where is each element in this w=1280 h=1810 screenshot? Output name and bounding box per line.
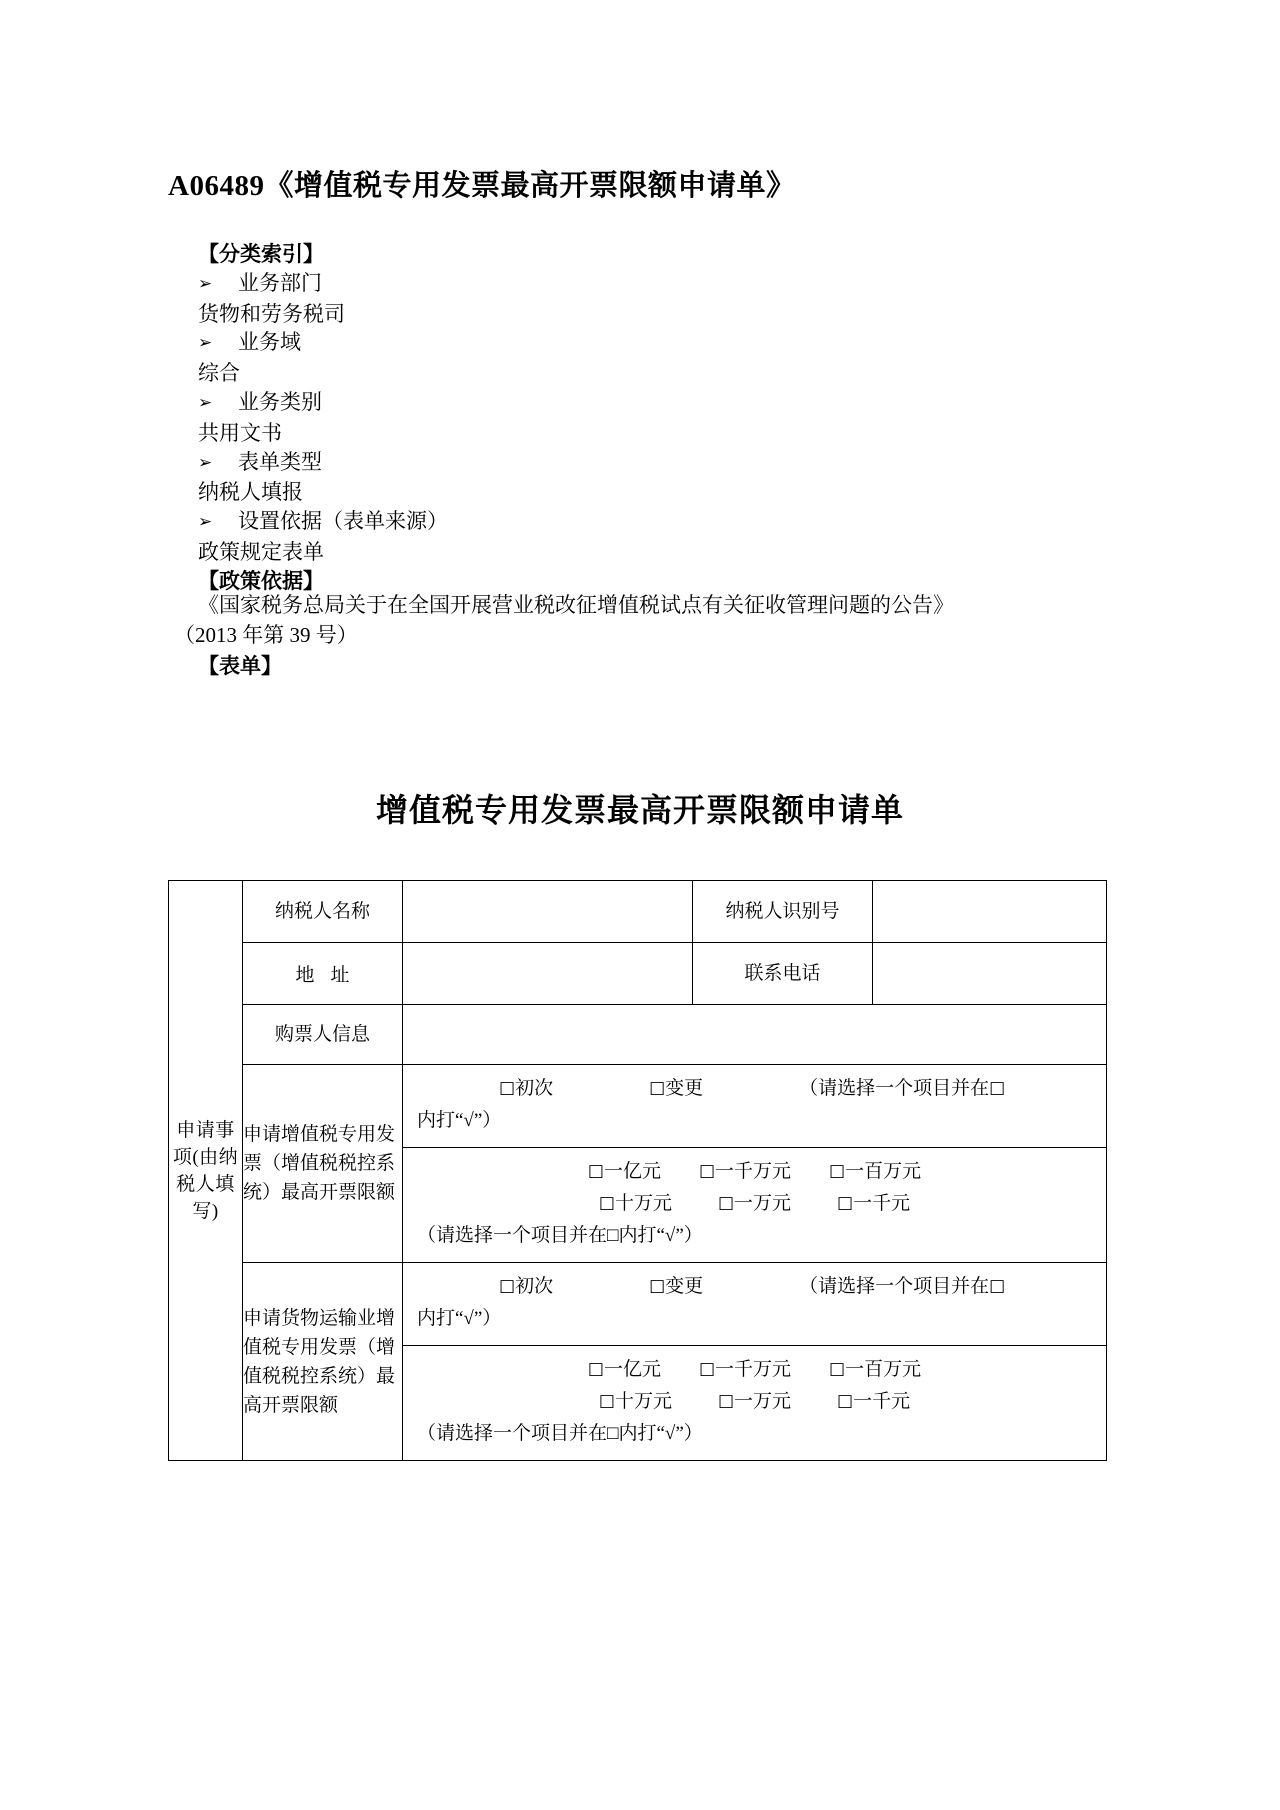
- label-transport-amount-1k: 一千元: [853, 1391, 911, 1412]
- label-transport-amount-1m: 一百万元: [845, 1359, 922, 1380]
- transport-type-options-cell: [403, 1263, 1106, 1346]
- field-taxpayer-id[interactable]: [873, 881, 1107, 943]
- label-taxpayer-id: 纳税人识别号: [693, 881, 873, 943]
- bullet-arrow-icon: ➢: [198, 333, 213, 354]
- sidebar-application-items: 申请事项(由纳税人填写): [169, 881, 243, 1461]
- checkbox-glyph-inline: □: [989, 1276, 1006, 1296]
- bullet-arrow-icon: ➢: [198, 512, 213, 533]
- checkbox-vat-amount-1m[interactable]: □: [829, 1161, 846, 1181]
- label-vat-amount-1k: 一千元: [853, 1193, 911, 1214]
- vat-amount-options: [403, 1148, 1106, 1262]
- form-title: 增值税专用发票最高开票限额申请单: [375, 792, 904, 828]
- table-row-address: [169, 943, 1107, 1005]
- form-section-title: 【表单】: [198, 654, 282, 678]
- transport-amount-note: （请选择一个项目并在□内打“√”）: [417, 1423, 703, 1444]
- label-vat-amount-100m: 一亿元: [603, 1161, 661, 1182]
- cell-vat-invoice-options: [403, 1065, 1107, 1263]
- index-entry-label: 表单类型: [238, 449, 322, 474]
- transport-type-options: [403, 1263, 1106, 1345]
- label-vat-amount-10m: 一千万元: [715, 1161, 792, 1182]
- index-entry-setup-basis: [198, 507, 1058, 538]
- index-entry-label: 业务类别: [238, 389, 322, 414]
- vat-type-note-part1: （请选择一个项目并在: [799, 1078, 990, 1099]
- index-entry-label: 业务域: [238, 330, 301, 355]
- index-entry-label: 业务部门: [238, 270, 322, 295]
- vat-type-options-cell: [403, 1065, 1106, 1148]
- index-value-business-domain: 综合: [198, 361, 240, 386]
- label-taxpayer-name: 纳税人名称: [243, 881, 403, 943]
- transport-amount-options: [403, 1346, 1106, 1460]
- checkbox-transport-amount-10k[interactable]: □: [717, 1391, 735, 1411]
- field-taxpayer-name[interactable]: [403, 881, 693, 943]
- label-vat-amount-100k: 十万元: [614, 1193, 672, 1214]
- checkbox-transport-amount-10m[interactable]: □: [698, 1359, 716, 1379]
- label-transport-amount-100k: 十万元: [614, 1391, 672, 1412]
- index-entry-business-domain: [198, 328, 1058, 359]
- index-entry-business-category: [198, 388, 1058, 419]
- label-vat-amount-1m: 一百万元: [845, 1161, 922, 1182]
- classification-index: [198, 240, 1058, 596]
- table-row-taxpayer-name: [169, 881, 1107, 943]
- cell-transport-invoice-options: [403, 1263, 1107, 1461]
- checkbox-vat-amount-100k[interactable]: □: [598, 1193, 615, 1213]
- checkbox-transport-amount-100k[interactable]: □: [598, 1391, 615, 1411]
- bullet-arrow-icon: ➢: [198, 392, 213, 413]
- classification-index-title: 【分类索引】: [198, 242, 324, 266]
- table-row-transport-invoice-limit: [169, 1263, 1107, 1461]
- label-vat-invoice-limit: 申请增值税专用发票（增值税税控系统）最高开票限额: [243, 1065, 403, 1263]
- table-row-purchaser-info: [169, 1005, 1107, 1065]
- index-value-setup-basis: 政策规定表单: [198, 539, 324, 564]
- transport-type-note-part2: 内打“√”）: [417, 1308, 502, 1329]
- label-transport-amount-10k: 一万元: [734, 1391, 792, 1412]
- index-entry-form-type: [198, 448, 1058, 479]
- policy-basis-title: 【政策依据】: [198, 568, 324, 593]
- bullet-arrow-icon: ➢: [198, 273, 213, 294]
- field-contact-phone[interactable]: [873, 943, 1107, 1005]
- vat-type-options: [403, 1065, 1106, 1147]
- label-transport-invoice-limit: 申请货物运输业增值税专用发票（增值税税控系统）最高开票限额: [243, 1263, 403, 1461]
- index-value-business-department: 货物和劳务税司: [198, 301, 345, 326]
- checkbox-transport-amount-1k[interactable]: □: [837, 1391, 854, 1411]
- label-transport-type-change: 变更: [665, 1276, 704, 1297]
- checkbox-transport-type-first[interactable]: □: [499, 1276, 516, 1296]
- page-title: A06489《增值税专用发票最高开票限额申请单》: [168, 170, 796, 202]
- index-entry-business-department: [198, 269, 1058, 300]
- vat-amount-note: （请选择一个项目并在□内打“√”）: [417, 1225, 703, 1246]
- label-vat-type-first: 初次: [515, 1078, 554, 1099]
- checkbox-vat-amount-1k[interactable]: □: [837, 1193, 854, 1213]
- index-value-form-type: 纳税人填报: [198, 480, 303, 505]
- policy-citation: [174, 590, 1078, 650]
- checkbox-vat-type-change[interactable]: □: [649, 1078, 666, 1098]
- label-vat-type-change: 变更: [665, 1078, 704, 1099]
- label-transport-amount-10m: 一千万元: [715, 1359, 792, 1380]
- bullet-arrow-icon: ➢: [198, 452, 213, 473]
- label-address: 地址: [243, 943, 403, 1005]
- label-purchaser-info: 购票人信息: [243, 1005, 403, 1065]
- checkbox-vat-amount-100m[interactable]: □: [587, 1161, 604, 1181]
- label-transport-type-first: 初次: [515, 1276, 554, 1297]
- policy-citation-line-2: （2013 年第 39 号）: [174, 623, 358, 647]
- index-entry-label: 设置依据（表单来源）: [238, 509, 448, 534]
- label-contact-phone: 联系电话: [693, 943, 873, 1005]
- checkbox-transport-type-change[interactable]: □: [649, 1276, 666, 1296]
- application-form-table: [168, 880, 1106, 1461]
- label-vat-amount-10k: 一万元: [734, 1193, 792, 1214]
- checkbox-glyph-inline: □: [989, 1078, 1006, 1098]
- label-transport-amount-100m: 一亿元: [603, 1359, 661, 1380]
- checkbox-transport-amount-1m[interactable]: □: [829, 1359, 846, 1379]
- vat-amount-options-cell: [403, 1148, 1106, 1263]
- vat-type-note-part2: 内打“√”）: [417, 1110, 502, 1131]
- checkbox-vat-amount-10k[interactable]: □: [717, 1193, 735, 1213]
- checkbox-vat-type-first[interactable]: □: [499, 1078, 516, 1098]
- checkbox-vat-amount-10m[interactable]: □: [698, 1161, 716, 1181]
- transport-type-note-part1: （请选择一个项目并在: [799, 1276, 990, 1297]
- field-purchaser-info[interactable]: [403, 1005, 1107, 1065]
- transport-amount-options-cell: [403, 1346, 1106, 1461]
- checkbox-transport-amount-100m[interactable]: □: [587, 1359, 604, 1379]
- policy-citation-line-1: 《国家税务总局关于在全国开展营业税改征增值税试点有关征收管理问题的公告》: [198, 593, 954, 617]
- field-address[interactable]: [403, 943, 693, 1005]
- table-row-vat-invoice-limit: [169, 1065, 1107, 1263]
- index-value-business-category: 共用文书: [198, 420, 282, 445]
